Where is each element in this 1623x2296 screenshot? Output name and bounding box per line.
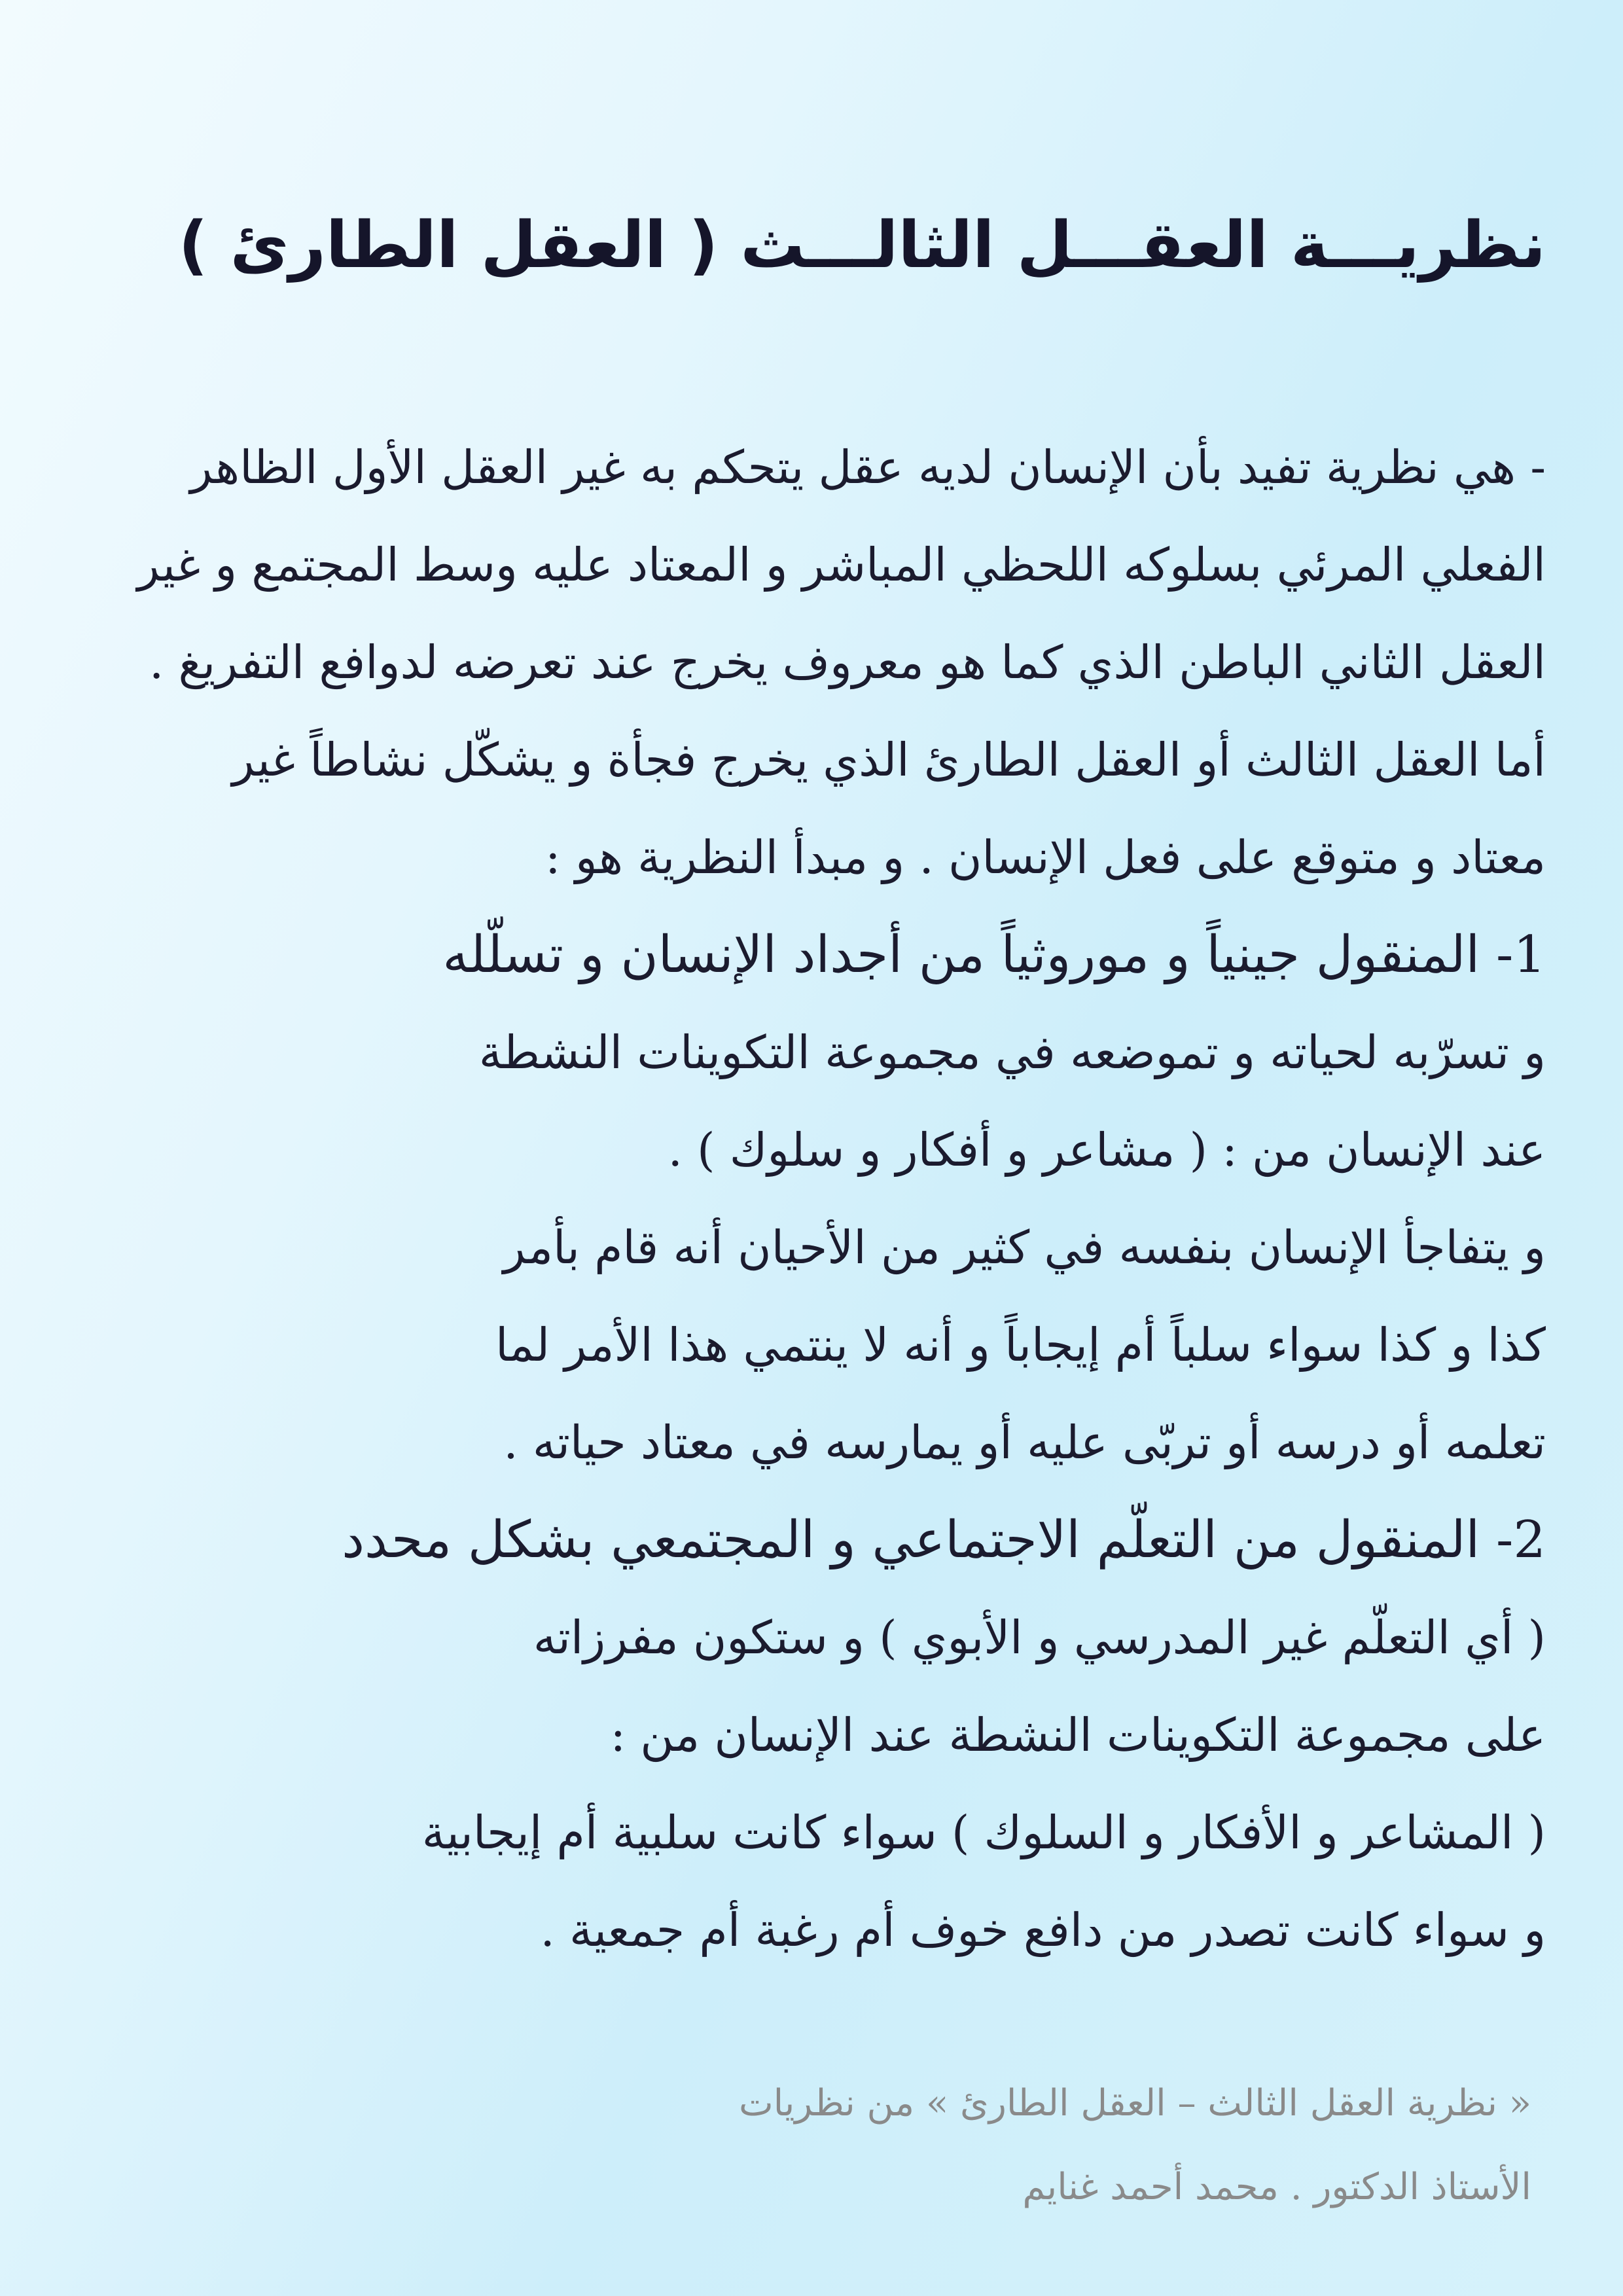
- attribution-footer: [157, 2062, 1531, 2229]
- body-line: و تسرّبه لحياته و تموضعه في مجموعة التكوينات النشطة: [478, 1026, 1546, 1079]
- body-line: - هي نظرية تفيد بأن الإنسان لديه عقل يتحكم به غير العقل الأول الظاهر: [190, 440, 1546, 494]
- body-line: و يتفاجأ الإنسان بنفسه في كثير من الأحيان أنه قام بأمر: [503, 1221, 1546, 1274]
- body-line: كذا و كذا سواء سلباً أم إيجاباً و أنه لا ينتمي هذا الأمر لما: [495, 1318, 1546, 1372]
- body-line: أما العقل الثالث أو العقل الطارئ الذي يخرج فجأة و يشكّل نشاطاً غير: [232, 733, 1546, 787]
- author-line: الأستاذ الدكتور . محمد أحمد غنايم: [1022, 2166, 1531, 2208]
- body-line: عند الإنسان من : ( مشاعر و أفكار و سلوك ) .: [668, 1123, 1546, 1177]
- attribution-line: « نظرية العقل الثالث – العقل الطارئ » من نظريات: [738, 2082, 1531, 2125]
- body-line-point-2: 2- المنقول من التعلّم الاجتماعي و المجتمعي بشكل محدد: [342, 1511, 1546, 1570]
- body-line: العقل الثاني الباطن الذي كما هو معروف يخرج عند تعرضه لدوافع التفريغ .: [149, 636, 1546, 689]
- body-line: معتاد و متوقع على فعل الإنسان . و مبدأ النظرية هو :: [545, 831, 1546, 884]
- body-line: على مجموعة التكوينات النشطة عند الإنسان من :: [610, 1708, 1546, 1762]
- body-line-point-1: 1- المنقول جينياً و موروثياً من أجداد الإنسان و تسلّله: [442, 925, 1546, 984]
- body-text: [21, 419, 1546, 1979]
- body-line: ( المشاعر و الأفكار و السلوك ) سواء كانت سلبية أم إيجابية: [421, 1806, 1546, 1859]
- body-line: ( أي التعلّم غير المدرسي و الأبوي ) و ستكون مفرزاته: [533, 1611, 1546, 1664]
- body-line: الفعلي المرئي بسلوكه اللحظي المباشر و المعتاد عليه وسط المجتمع و غير: [137, 538, 1546, 592]
- body-line: تعلمه أو درسه أو تربّى عليه أو يمارسه في معتاد حياته .: [503, 1416, 1546, 1469]
- body-line: و سواء كانت تصدر من دافع خوف أم رغبة أم جمعية .: [540, 1903, 1546, 1957]
- page-title: نظريـــة العقـــل الثالـــث ( العقل الطارئ ): [178, 208, 1546, 283]
